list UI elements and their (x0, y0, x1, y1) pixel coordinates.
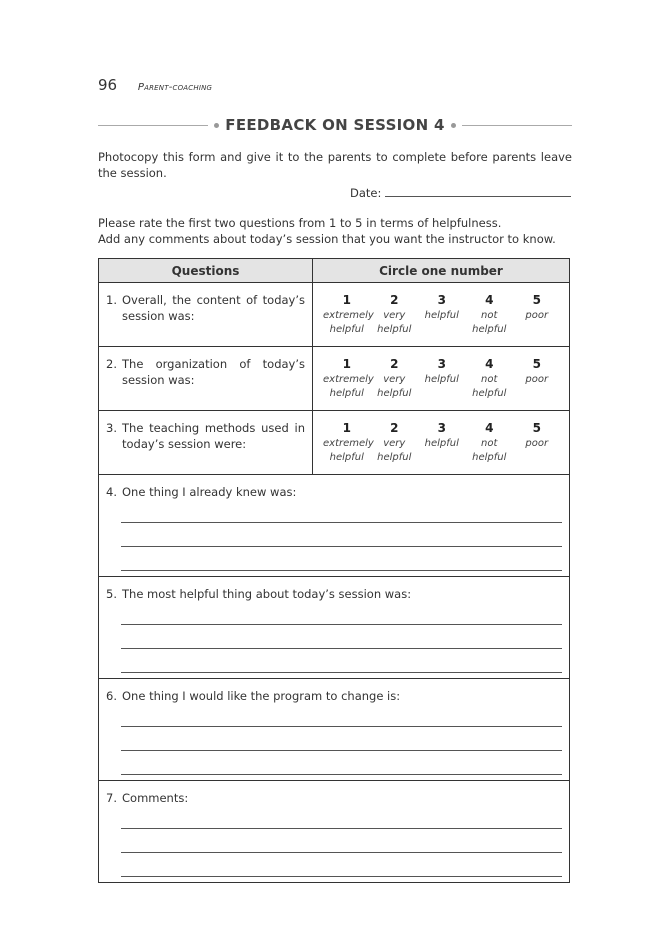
rating-scale (313, 347, 569, 401)
answer-line[interactable] (121, 726, 562, 727)
answer-line[interactable] (121, 546, 562, 547)
intro-text: Photocopy this form and give it to the parents to complete before parents leave the session. (98, 150, 572, 180)
scale-number[interactable]: 3 (437, 421, 446, 435)
question-cell (99, 283, 313, 347)
scale-number[interactable]: 4 (485, 357, 494, 371)
instruction-line: Please rate the first two questions from 1 to 5 in terms of helpfulness. (98, 216, 502, 230)
question-number: 6. (106, 689, 117, 703)
scale-number[interactable]: 3 (437, 293, 446, 307)
title-rule-right (462, 125, 572, 126)
open-question-cell (99, 577, 570, 679)
running-head (138, 82, 212, 93)
scale-number[interactable]: 5 (532, 293, 541, 307)
scale-label: very helpful (377, 310, 412, 335)
scale-number[interactable]: 2 (390, 421, 399, 435)
scale-number[interactable]: 4 (485, 293, 494, 307)
rating-question-row (99, 411, 570, 475)
running-head-text: Parent-coaching (137, 82, 213, 93)
table-header-row (99, 259, 570, 283)
scale-label: not helpful (472, 374, 507, 399)
answer-line[interactable] (121, 570, 562, 571)
scale-option-4[interactable] (466, 291, 514, 337)
rating-question-row (99, 283, 570, 347)
scale-label: helpful (424, 310, 459, 321)
question-text: The most helpful thing about today’s session was: (122, 587, 412, 601)
scale-number[interactable]: 1 (342, 421, 351, 435)
scale-label: poor (525, 374, 549, 385)
question-text: One thing I would like the program to change is: (122, 689, 401, 703)
scale-label: not helpful (472, 310, 507, 335)
question-number: 5. (106, 587, 117, 601)
scale-number[interactable]: 1 (342, 357, 351, 371)
scale-cell (313, 283, 570, 347)
scale-option-5[interactable] (513, 419, 561, 465)
answer-line[interactable] (121, 774, 562, 775)
scale-header: Circle one number (313, 259, 570, 283)
question-text: One thing I already knew was: (122, 485, 297, 499)
answer-line[interactable] (121, 672, 562, 673)
open-question-cell (99, 781, 570, 883)
answer-line[interactable] (121, 750, 562, 751)
scale-number[interactable]: 5 (532, 357, 541, 371)
title-rule-left (98, 125, 208, 126)
question-number: 2. (106, 357, 117, 371)
open-question-row (99, 577, 570, 679)
scale-number[interactable]: 2 (390, 357, 399, 371)
title-dot-right (451, 123, 456, 128)
scale-option-4[interactable] (466, 355, 514, 401)
scale-option-1[interactable] (323, 419, 374, 465)
scale-option-5[interactable] (513, 291, 561, 337)
scale-number[interactable]: 4 (485, 421, 494, 435)
open-question-row (99, 781, 570, 883)
scale-cell (313, 347, 570, 411)
rating-question-row (99, 347, 570, 411)
scale-option-2[interactable] (371, 355, 419, 401)
date-blank-line[interactable] (385, 184, 571, 197)
scale-option-2[interactable] (371, 419, 419, 465)
date-field[interactable] (350, 184, 571, 200)
scale-cell (313, 411, 570, 475)
scale-label: helpful (424, 438, 459, 449)
question-number: 1. (106, 293, 117, 307)
scale-label: poor (525, 310, 549, 321)
scale-label: not helpful (472, 438, 507, 463)
open-question-cell (99, 679, 570, 781)
question-text: Comments: (122, 791, 189, 805)
instruction-line: Add any comments about today’s session that you want the instructor to know. (98, 232, 556, 246)
scale-label: poor (525, 438, 549, 449)
open-question-row (99, 679, 570, 781)
answer-line[interactable] (121, 624, 562, 625)
question-text: Overall, the content of today’s session was: (122, 293, 305, 323)
answer-line[interactable] (121, 828, 562, 829)
scale-number[interactable]: 5 (532, 421, 541, 435)
scale-number[interactable]: 2 (390, 293, 399, 307)
rating-scale (313, 411, 569, 465)
question-text: The organization of today’s session was: (122, 357, 305, 387)
scale-option-3[interactable] (418, 291, 466, 337)
question-number: 4. (106, 485, 117, 499)
answer-line[interactable] (121, 876, 562, 877)
form-title: FEEDBACK ON SESSION 4 (225, 116, 445, 134)
scale-number[interactable]: 1 (342, 293, 351, 307)
scale-label: extremely helpful (323, 374, 374, 399)
question-cell (99, 347, 313, 411)
scale-option-5[interactable] (513, 355, 561, 401)
question-cell (99, 411, 313, 475)
rating-scale (313, 283, 569, 337)
form-title-row (98, 115, 572, 135)
open-question-cell (99, 475, 570, 577)
questions-header: Questions (99, 259, 313, 283)
title-dot-left (214, 123, 219, 128)
scale-option-3[interactable] (418, 355, 466, 401)
scale-label: extremely helpful (323, 310, 374, 335)
scale-label: helpful (424, 374, 459, 385)
scale-option-4[interactable] (466, 419, 514, 465)
open-rows (99, 475, 570, 883)
rating-rows (99, 283, 570, 475)
scale-label: very helpful (377, 374, 412, 399)
scale-option-2[interactable] (371, 291, 419, 337)
page-number: 96 (98, 76, 118, 94)
rating-instructions (98, 215, 572, 247)
open-question-row (99, 475, 570, 577)
scale-option-1[interactable] (323, 355, 374, 401)
answer-line[interactable] (121, 648, 562, 649)
feedback-table (98, 258, 570, 883)
question-number: 3. (106, 421, 117, 435)
scale-label: very helpful (377, 438, 412, 463)
scale-label: extremely helpful (323, 438, 374, 463)
page-header (98, 76, 212, 94)
question-text: The teaching methods used in today’s session were: (122, 421, 305, 451)
scale-option-1[interactable] (323, 291, 374, 337)
date-label: Date: (350, 186, 382, 200)
answer-line[interactable] (121, 522, 562, 523)
scale-option-3[interactable] (418, 419, 466, 465)
question-number: 7. (106, 791, 117, 805)
scale-number[interactable]: 3 (437, 357, 446, 371)
answer-line[interactable] (121, 852, 562, 853)
